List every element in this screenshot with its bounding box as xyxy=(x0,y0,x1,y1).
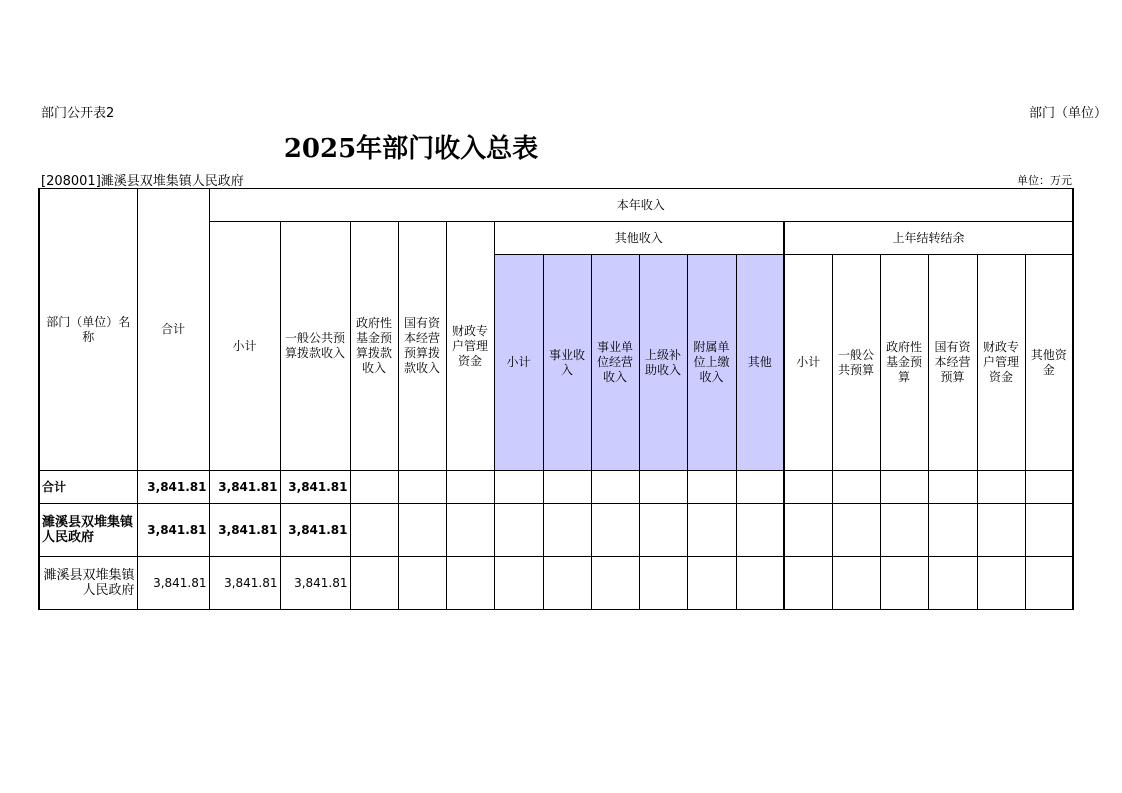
empty-cell xyxy=(784,557,832,610)
empty-cell xyxy=(350,504,398,557)
cell-general-budget: 3,841.81 xyxy=(280,557,350,610)
table-row-total xyxy=(39,471,1073,504)
empty-cell xyxy=(350,471,398,504)
empty-cell xyxy=(591,504,639,557)
empty-cell xyxy=(543,557,591,610)
empty-cell xyxy=(977,557,1025,610)
col-header-other-business-unit-ops: 事业单位经营收入 xyxy=(591,255,639,471)
empty-cell xyxy=(494,471,543,504)
empty-cell xyxy=(1025,504,1073,557)
col-header-prior-state-capital: 国有资本经营预算 xyxy=(928,255,977,471)
col-header-current-year: 本年收入 xyxy=(209,189,1073,222)
col-header-cur-subtotal: 小计 xyxy=(209,222,280,471)
col-header-cur-fiscal-special: 财政专户管理资金 xyxy=(446,222,494,471)
empty-cell xyxy=(928,557,977,610)
col-header-prior-subtotal: 小计 xyxy=(784,255,832,471)
row-name: 合计 xyxy=(39,471,137,504)
header-right-label: 部门（单位） xyxy=(1029,106,1108,121)
empty-cell xyxy=(977,504,1025,557)
department-label: [208001]濉溪县双堆集镇人民政府 xyxy=(41,174,244,189)
income-summary-table xyxy=(38,188,1074,610)
empty-cell xyxy=(639,471,687,504)
empty-cell xyxy=(591,471,639,504)
empty-cell xyxy=(446,557,494,610)
empty-cell xyxy=(928,504,977,557)
cell-total: 3,841.81 xyxy=(137,471,209,504)
empty-cell xyxy=(639,557,687,610)
table-row-department xyxy=(39,504,1073,557)
empty-cell xyxy=(687,471,736,504)
empty-cell xyxy=(880,504,928,557)
cell-general-budget: 3,841.81 xyxy=(280,504,350,557)
empty-cell xyxy=(398,504,446,557)
empty-cell xyxy=(832,471,880,504)
col-header-prior-other-funds: 其他资金 xyxy=(1025,255,1073,471)
empty-cell xyxy=(736,504,784,557)
empty-cell xyxy=(784,504,832,557)
row-name: 濉溪县双堆集镇人民政府 xyxy=(39,504,137,557)
empty-cell xyxy=(591,557,639,610)
table-row-unit xyxy=(39,557,1073,610)
empty-cell xyxy=(494,557,543,610)
col-header-other-other: 其他 xyxy=(736,255,784,471)
empty-cell xyxy=(446,504,494,557)
col-header-other-income: 其他收入 xyxy=(494,222,784,255)
cell-subtotal: 3,841.81 xyxy=(209,471,280,504)
cell-subtotal: 3,841.81 xyxy=(209,504,280,557)
unit-label: 单位：万元 xyxy=(1017,174,1072,187)
col-header-cur-gov-fund: 政府性基金预算拨款收入 xyxy=(350,222,398,471)
empty-cell xyxy=(1025,471,1073,504)
col-header-other-upper-subsidy: 上级补助收入 xyxy=(639,255,687,471)
col-header-other-business: 事业收入 xyxy=(543,255,591,471)
col-header-prior-fiscal-special: 财政专户管理资金 xyxy=(977,255,1025,471)
empty-cell xyxy=(880,471,928,504)
cell-total: 3,841.81 xyxy=(137,557,209,610)
col-header-prior-carryover: 上年结转结余 xyxy=(784,222,1073,255)
empty-cell xyxy=(350,557,398,610)
empty-cell xyxy=(832,504,880,557)
col-header-cur-general-budget: 一般公共预 算拨款收入 xyxy=(280,222,350,471)
table-code-label: 部门公开表2 xyxy=(41,106,115,121)
empty-cell xyxy=(784,471,832,504)
col-header-other-subtotal: 小计 xyxy=(494,255,543,471)
empty-cell xyxy=(880,557,928,610)
col-header-total: 合计 xyxy=(137,189,209,471)
empty-cell xyxy=(543,504,591,557)
empty-cell xyxy=(977,471,1025,504)
cell-subtotal: 3,841.81 xyxy=(209,557,280,610)
cell-general-budget: 3,841.81 xyxy=(280,471,350,504)
empty-cell xyxy=(928,471,977,504)
empty-cell xyxy=(687,504,736,557)
empty-cell xyxy=(687,557,736,610)
col-header-dept-name: 部门（单位）名称 xyxy=(39,189,137,471)
col-header-cur-state-capital: 国有资本经营预算拨款收入 xyxy=(398,222,446,471)
cell-total: 3,841.81 xyxy=(137,504,209,557)
empty-cell xyxy=(543,471,591,504)
empty-cell xyxy=(446,471,494,504)
empty-cell xyxy=(736,471,784,504)
empty-cell xyxy=(639,504,687,557)
empty-cell xyxy=(1025,557,1073,610)
row-name: 濉溪县双堆集镇人民政府 xyxy=(39,557,137,610)
empty-cell xyxy=(398,471,446,504)
empty-cell xyxy=(494,504,543,557)
col-header-other-affiliated: 附属单位上缴收入 xyxy=(687,255,736,471)
empty-cell xyxy=(832,557,880,610)
col-header-prior-gov-fund: 政府性基金预算 xyxy=(880,255,928,471)
col-header-prior-general-budget: 一般公共预算 xyxy=(832,255,880,471)
empty-cell xyxy=(736,557,784,610)
page-title: 2025年部门收入总表 xyxy=(283,134,539,164)
empty-cell xyxy=(398,557,446,610)
